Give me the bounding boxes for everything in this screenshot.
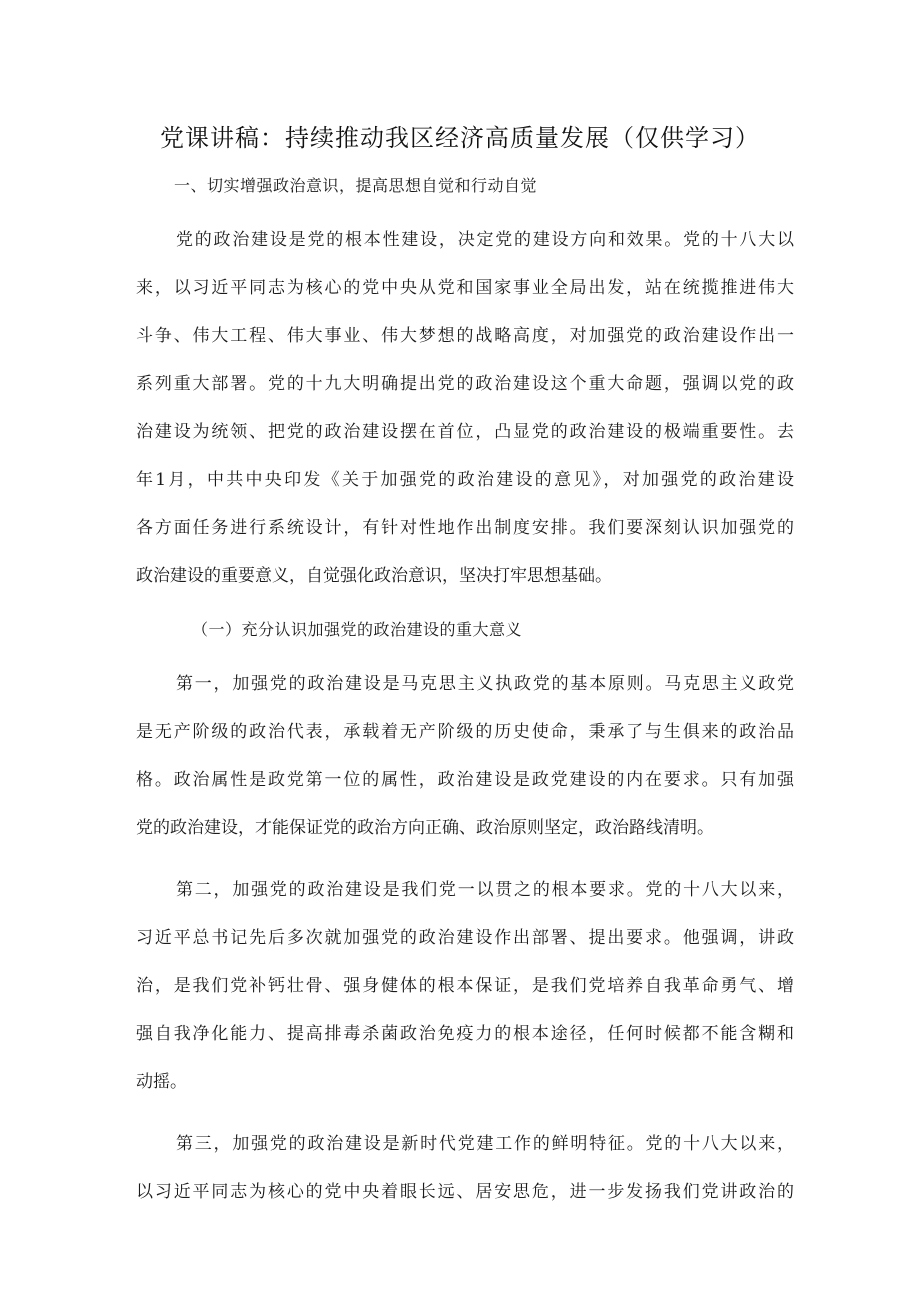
paragraph-line: 是无产阶级的政治代表，承载着无产阶级的历史使命，秉承了与生俱来的政治品 — [136, 722, 794, 742]
document-body — [136, 170, 794, 1230]
paragraph-line: 年1月，中共中央印发《关于加强党的政治建设的意见》，对加强党的政治建设 — [136, 470, 794, 490]
paragraph-line: 第三，加强党的政治建设是新时代党建工作的鲜明特征。党的十八大以来， — [176, 1134, 794, 1154]
document-title: 党课讲稿：持续推动我区经济高质量发展（仅供学习） — [160, 124, 760, 152]
paragraph-3 — [136, 866, 794, 1106]
paragraph-1 — [136, 216, 794, 600]
paragraph-4 — [136, 1120, 794, 1216]
paragraph-line: 第一，加强党的政治建设是马克思主义执政党的基本原则。马克思主义政党 — [176, 674, 794, 694]
paragraph-line: 系列重大部署。党的十九大明确提出党的政治建设这个重大命题，强调以党的政 — [136, 374, 794, 394]
paragraph-line: 治，是我们党补钙壮骨、强身健体的根本保证，是我们党培养自我革命勇气、增 — [136, 976, 794, 996]
paragraph-line: 党的政治建设，才能保证党的政治方向正确、政治原则坚定，政治路线清明。 — [136, 818, 714, 838]
paragraph-line: 治建设为统领、把党的政治建设摆在首位，凸显党的政治建设的极端重要性。去 — [136, 422, 794, 442]
paragraph-line: 习近平总书记先后多次就加强党的政治建设作出部署、提出要求。他强调，讲政 — [136, 928, 794, 948]
paragraph-line: 党的政治建设是党的根本性建设，决定党的建设方向和效果。党的十八大以 — [176, 230, 794, 250]
section-heading: 一、切实增强政治意识，提高思想自觉和行动自觉 — [174, 176, 538, 195]
paragraph-line: 政治建设的重要意义，自觉强化政治意识，坚决打牢思想基础。 — [136, 566, 612, 586]
paragraph-line: 斗争、伟大工程、伟大事业、伟大梦想的战略高度，对加强党的政治建设作出一 — [136, 326, 794, 346]
paragraph-line: 格。政治属性是政党第一位的属性，政治建设是政党建设的内在要求。只有加强 — [136, 770, 794, 790]
paragraph-line: 以习近平同志为核心的党中央着眼长远、居安思危，进一步发扬我们党讲政治的 — [136, 1182, 794, 1202]
paragraph-line: 来，以习近平同志为核心的党中央从党和国家事业全局出发，站在统揽推进伟大 — [136, 278, 794, 298]
paragraph-line: 第二，加强党的政治建设是我们党一以贯之的根本要求。党的十八大以来， — [176, 880, 794, 900]
paragraph-line: 各方面任务进行系统设计，有针对性地作出制度安排。我们要深刻认识加强党的 — [136, 518, 794, 538]
paragraph-line: 强自我净化能力、提高排毒杀菌政治免疫力的根本途径，任何时候都不能含糊和 — [136, 1024, 794, 1044]
paragraph-2 — [136, 660, 794, 852]
paragraph-line: 动摇。 — [136, 1072, 187, 1092]
subsection-heading: （一）充分认识加强党的政治建设的重大意义 — [192, 620, 523, 639]
